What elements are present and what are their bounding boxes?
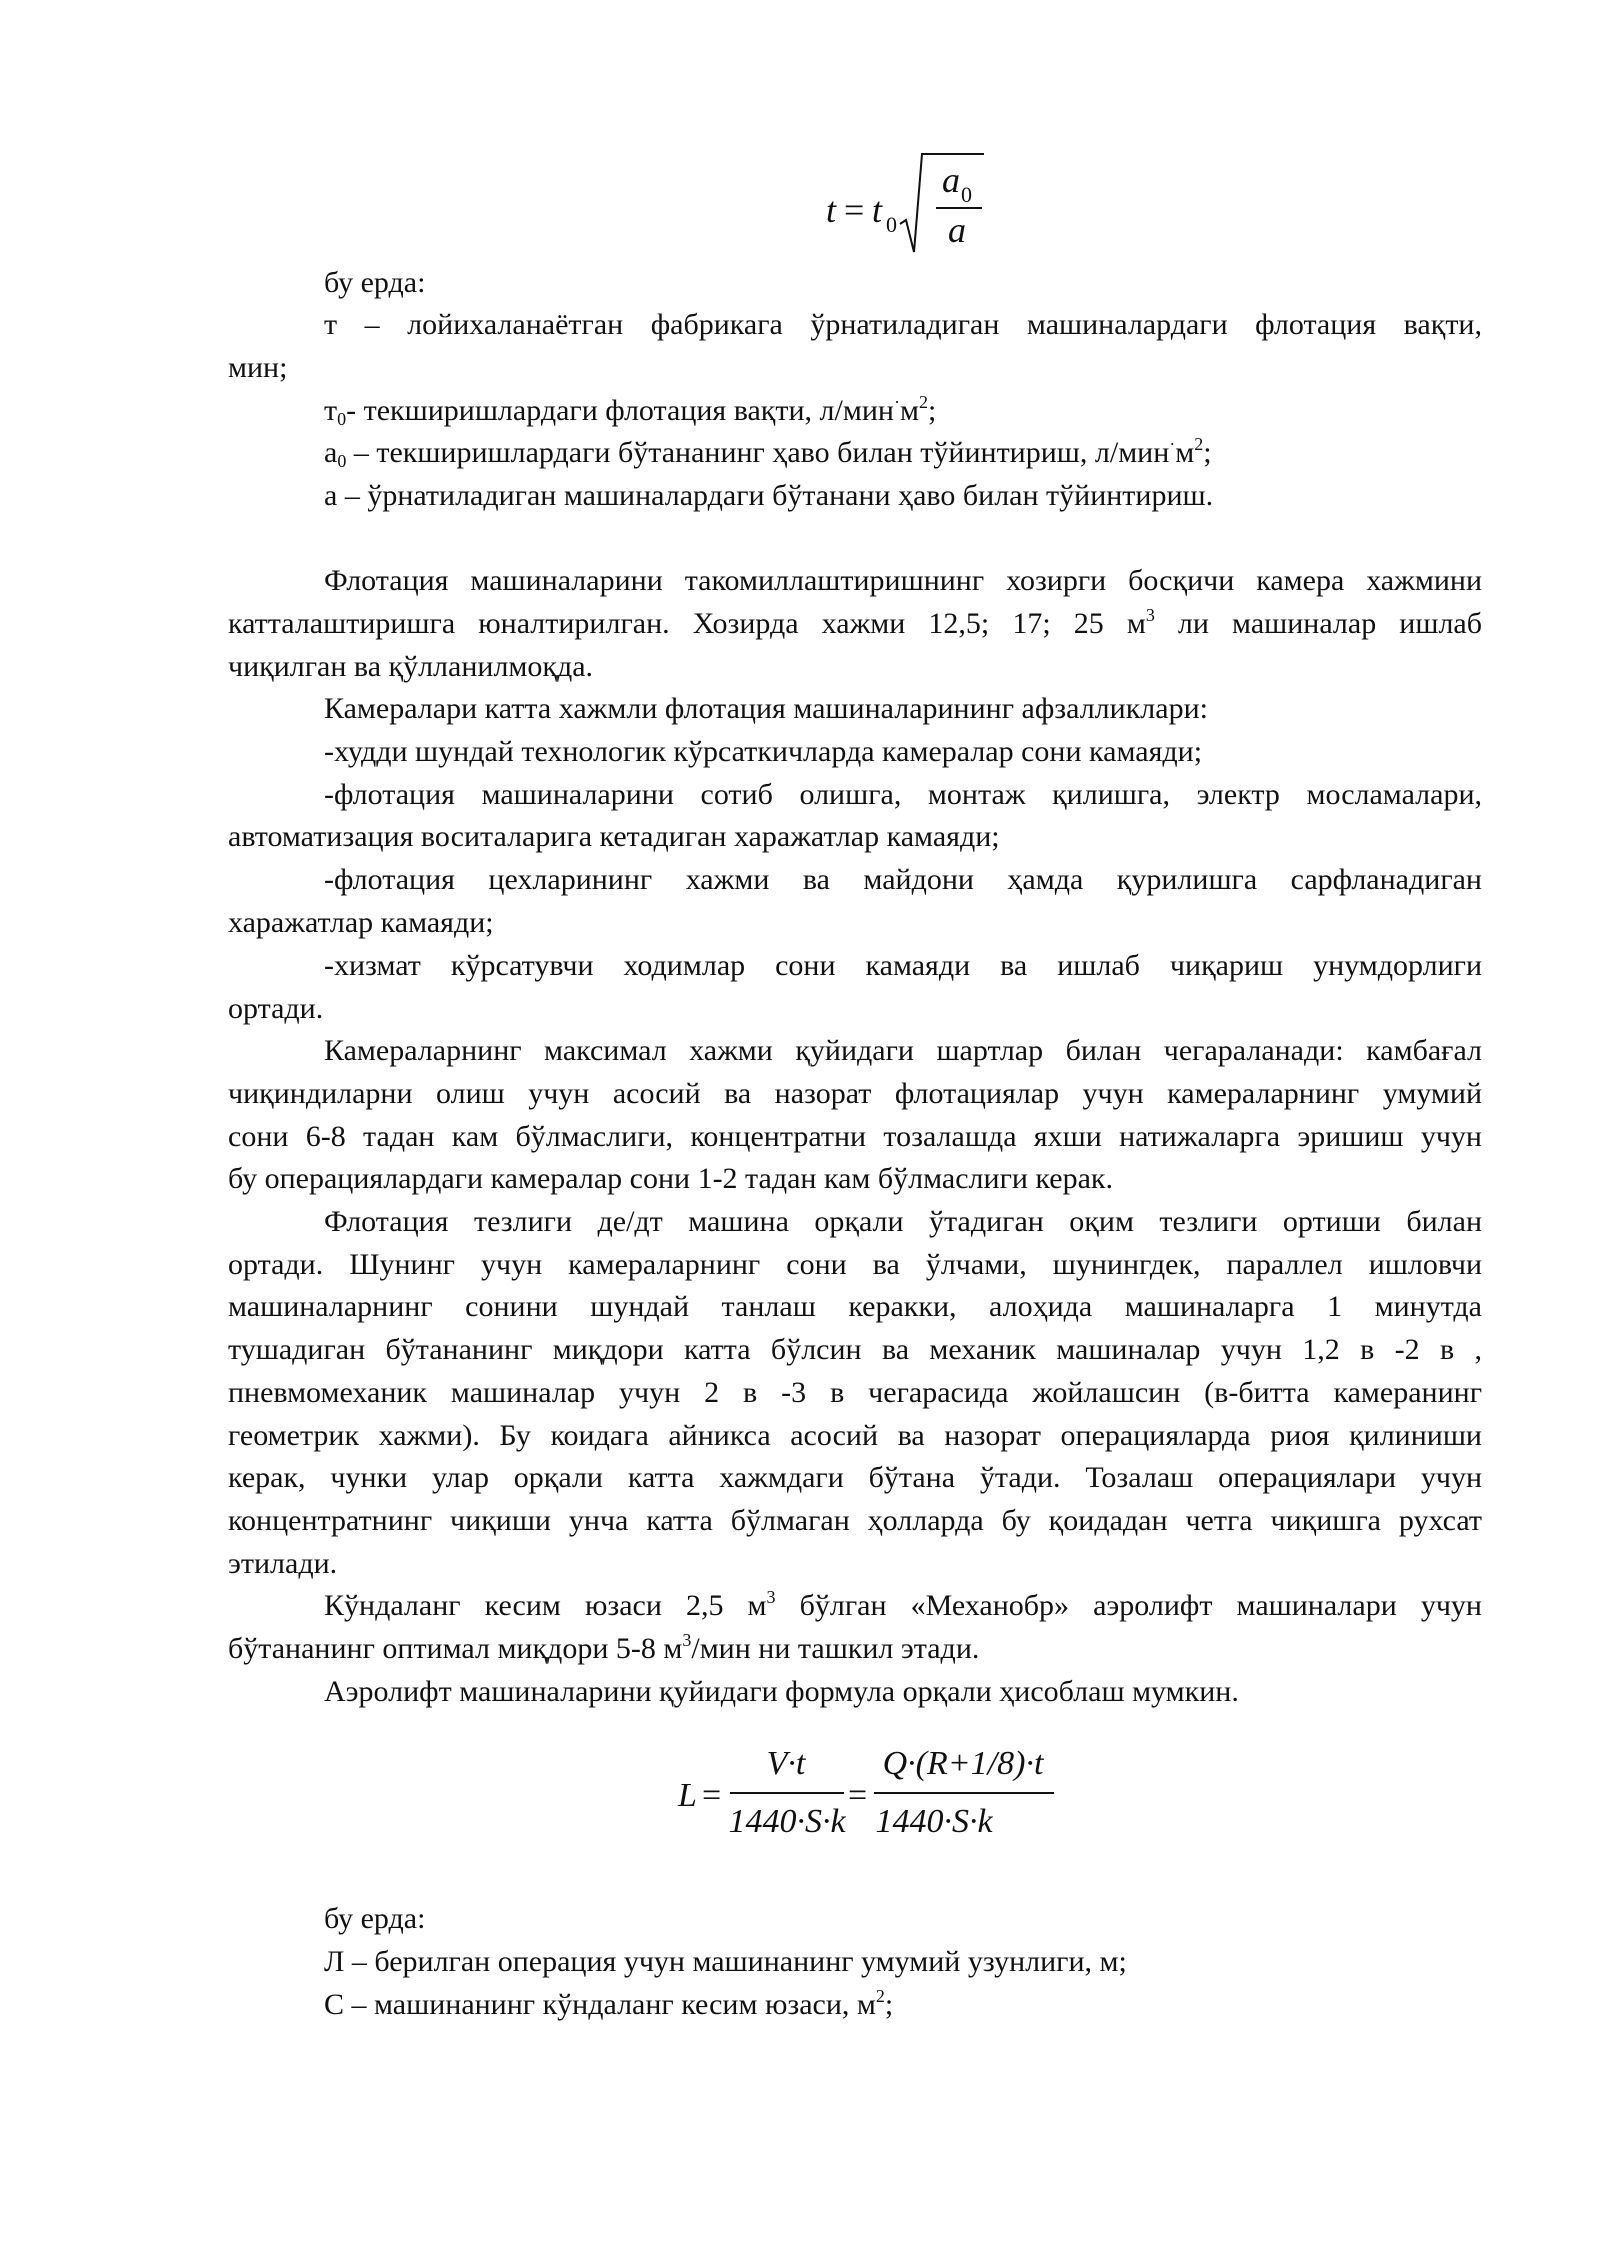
formula-length [670, 1720, 1150, 1850]
formula-length-eq2: = [848, 1777, 868, 1814]
formula-time [824, 150, 1004, 260]
para-speed-line-5: пневмомеханик машиналар учун 2 в -3 в чегарасида жойлашсин (в-битта камеранинг [228, 1376, 1482, 1409]
para-max-line-3: сони 6-8 тадан кам бўлмаслиги, концентратни тозалашда яхши натижаларга эришиш учун [228, 1120, 1482, 1153]
advantage-2-line-1: -флотация машиналарини сотиб олишга, монтаж қилишга, электр мосламалари, [324, 778, 1482, 811]
para-speed-line-9: этилади. [228, 1547, 338, 1580]
def-a: а – ўрнатиладиган машиналардаги бўтанани ҳаво билан тўйинтириш. [324, 479, 1214, 512]
para-aerolift: Аэролифт машиналарини қуйидаги формула орқали ҳисоблаш мумкин. [324, 1675, 1239, 1708]
advantage-3-line-2: харажатлар камаяди; [228, 906, 494, 939]
def-a0: $а_0$ – текширишлардаги бўтананинг ҳаво билан тўйинтириш, $л/мин^\cdot м^2$; [324, 434, 1212, 471]
formula-time-lhs: t [826, 190, 837, 230]
formula-length-num1: V·t [766, 1745, 806, 1782]
def-S: С – машинанинг кўндаланг кесим юзаси, $м^2$; [324, 1986, 894, 2021]
para-speed-line-3: машиналарнинг сонини шундай танлаш керакки, алоҳида машиналарга 1 минутда [228, 1290, 1482, 1323]
def-t0: $т_0-$ текширишлардаги флотация вақти, $л/мин^\cdot м^2$; [324, 392, 937, 429]
where-label-1: бу ерда: [324, 266, 426, 299]
para-speed-line-4: тушадиган бўтананинг миқдори катта бўлсин ва механик машиналар учун 1,2 в -2 в , [228, 1333, 1482, 1366]
advantage-4-line-1: -хизмат кўрсатувчи ходимлар сони камаяди ва ишлаб чиқариш унумдорлиги [324, 949, 1482, 982]
advantage-3-line-1: -флотация цехларининг хажми ва майдони ҳамда қурилишга сарфланадиган [324, 863, 1482, 896]
formula-time-num-sub: 0 [961, 182, 972, 207]
para-speed-line-6: геометрик хажми). Бу коидага айникса асосий ва назорат операцияларда риоя қилиниши [228, 1419, 1482, 1452]
formula-time-num: a [942, 160, 960, 200]
para-flotation-line-2: катталаштиришга юналтирилган. Хозирда хажми 12,5; 17; 25 $м^3$ ли машиналар ишлаб [228, 605, 1482, 640]
formula-time-t: t [872, 190, 883, 230]
formula-time-eq: = [844, 190, 865, 230]
para-max-line-1: Камераларнинг максимал хажми қуйидаги шартлар билан чегараланади: камбағал [324, 1034, 1482, 1067]
para-speed-line-1: Флотация тезлиги де/дт машина орқали ўтадиган оқим тезлиги ортиши билан [324, 1205, 1482, 1238]
para-max-line-2: чиқиндиларни олиш учун асосий ва назорат флотациялар учун камераларнинг умумий [228, 1077, 1482, 1110]
formula-time-t-sub: 0 [886, 212, 897, 237]
where-label-2: бу ерда: [324, 1902, 426, 1935]
formula-length-lhs: L [678, 1777, 697, 1814]
para-cross-section-line-1: Кўндаланг кесим юзаси 2,5 $м^3$ бўлган «Механобр» аэролифт машиналари учун [324, 1587, 1482, 1622]
para-speed-line-7: керак, чунки улар орқали катта хажмдаги бўтана ўтади. Тозалаш операциялари учун [228, 1461, 1482, 1494]
formula-length-eq1: = [702, 1777, 722, 1814]
advantage-4-line-2: ортади. [228, 992, 324, 1025]
para-flotation-line-3: чиқилган ва қўлланилмоқда. [228, 650, 594, 683]
para-speed-line-8: концентратнинг чиқиши унча катта бўлмаган ҳолларда бу қоидадан четга чиқишга рухсат [228, 1504, 1482, 1537]
para-max-line-4: бу операциялардаги камералар сони 1-2 тадан кам бўлмаслиги керак. [228, 1162, 1113, 1195]
advantage-1: -худди шундай технологик кўрсаткичларда камералар сони камаяди; [324, 735, 1203, 768]
advantage-2-line-2: автоматизация воситаларига кетадиган харажатлар камаяди; [228, 820, 1000, 853]
para-speed-line-2: ортади. Шунинг учун камераларнинг сони ва ўлчами, шунингдек, параллел ишловчи [228, 1248, 1482, 1281]
formula-length-num2: Q·(R+1/8)·t [882, 1745, 1044, 1782]
para-flotation-line-1: Флотация машиналарини такомиллаштиришнинг хозирги босқичи камера хажмини [324, 564, 1482, 597]
advantages-heading: Камералари катта хажмли флотация машиналарининг афзалликлари: [324, 692, 1208, 725]
formula-length-den2: 1440·S·k [875, 1803, 993, 1840]
def-t-line-2: мин; [228, 351, 288, 384]
def-t-line-1: т – лойихаланаётган фабрикага ўрнатиладиган машиналардаги флотация вақти, [324, 308, 1482, 341]
formula-length-den1: 1440·S·k [728, 1803, 846, 1840]
para-cross-section-line-2: бўтананинг оптимал миқдори 5-8 $м^3$/мин ни ташкил этади. [228, 1630, 980, 1665]
formula-time-den: a [948, 210, 966, 250]
def-L: Л – берилган операция учун машинанинг умумий узунлиги, м; [324, 1945, 1127, 1978]
